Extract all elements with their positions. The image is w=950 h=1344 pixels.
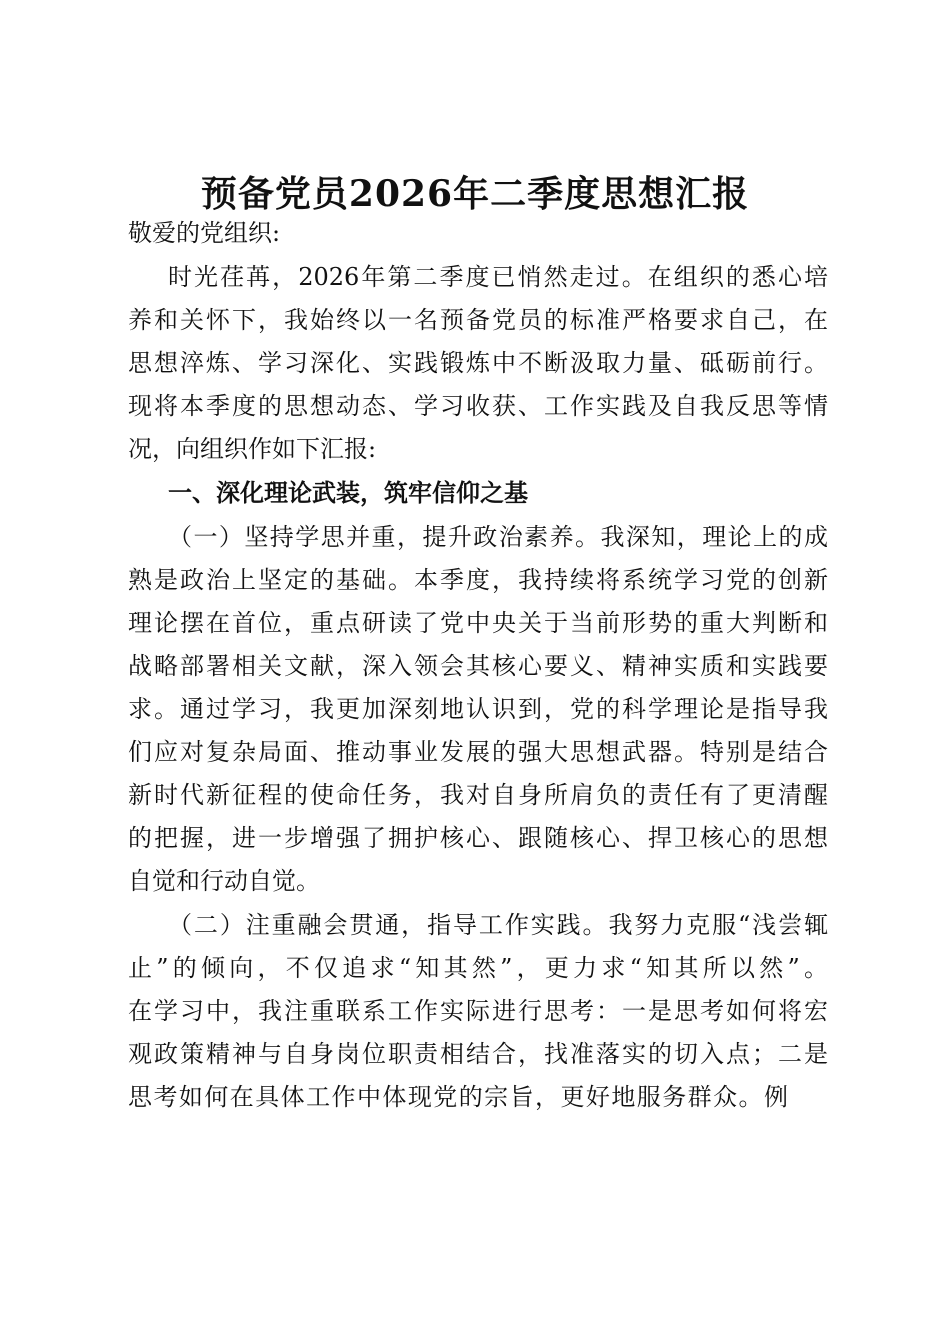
intro-line-1: 时光荏苒，2026年第二季度已悄然走过。在组织的悉心培 — [168, 263, 828, 291]
para1-line-1: （一）坚持学思并重，提升政治素养。我深知，理论上的成 — [168, 523, 828, 551]
section-heading-1: 一、深化理论武装，筑牢信仰之基 — [168, 478, 528, 507]
para1-line-8: 的把握，进一步增强了拥护核心、跟随核心、捍卫核心的思想 — [128, 824, 828, 852]
document-title: 预备党员2026年二季度思想汇报 — [200, 173, 750, 215]
para1-line-2: 熟是政治上坚定的基础。本季度，我持续将系统学习党的创新 — [128, 566, 828, 594]
para1-line-3: 理论摆在首位，重点研读了党中央关于当前形势的重大判断和 — [128, 609, 828, 637]
para2-line-3: 在学习中，我注重联系工作实际进行思考：一是思考如何将宏 — [128, 997, 828, 1025]
para2-line-1: （二）注重融会贯通，指导工作实践。我努力克服“浅尝辄 — [168, 911, 828, 939]
para2-line-5: 思考如何在具体工作中体现党的宗旨，更好地服务群众。例 — [128, 1083, 788, 1111]
para1-line-7: 新时代新征程的使命任务，我对自身所肩负的责任有了更清醒 — [128, 781, 828, 809]
intro-line-2: 养和关怀下，我始终以一名预备党员的标准严格要求自己，在 — [128, 306, 828, 334]
para1-line-6: 们应对复杂局面、推动事业发展的强大思想武器。特别是结合 — [128, 738, 828, 766]
intro-line-4: 现将本季度的思想动态、学习收获、工作实践及自我反思等情 — [128, 392, 828, 420]
para2-line-2: 止”的倾向，不仅追求“知其然”，更力求“知其所以然”。 — [128, 954, 828, 982]
para2-line-4: 观政策精神与自身岗位职责相结合，找准落实的切入点；二是 — [128, 1040, 828, 1068]
intro-line-5: 况，向组织作如下汇报: — [128, 435, 377, 463]
intro-line-3: 思想淬炼、学习深化、实践锻炼中不断汲取力量、砥砺前行。 — [128, 349, 828, 377]
para1-line-9: 自觉和行动自觉。 — [128, 867, 320, 895]
salutation: 敬爱的党组织: — [128, 219, 281, 247]
para1-line-5: 求。通过学习，我更加深刻地认识到，党的科学理论是指导我 — [128, 695, 828, 723]
para1-line-4: 战略部署相关文献，深入领会其核心要义、精神实质和实践要 — [128, 652, 828, 680]
